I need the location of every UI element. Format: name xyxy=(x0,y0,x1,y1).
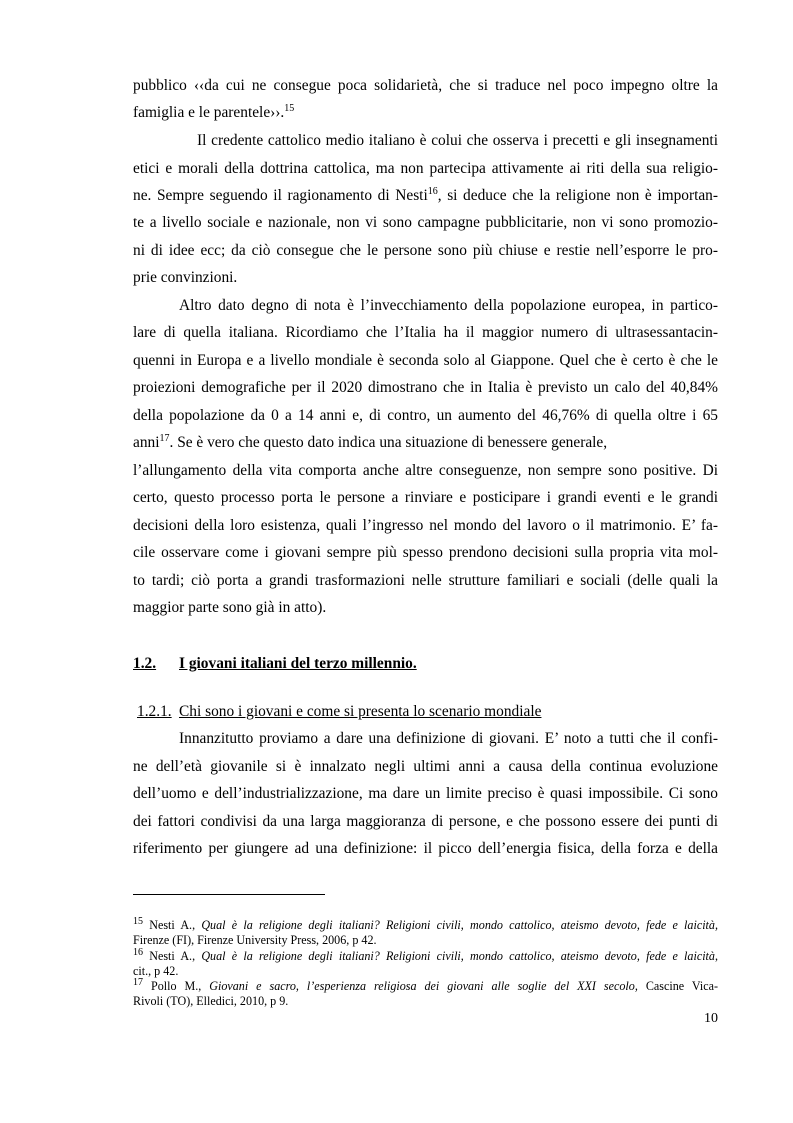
body-line: etici e morali della dottrina cattolica, ma non partecipa attivamente ai riti della sua religio- xyxy=(133,160,718,177)
footnote-ref[interactable]: 16 xyxy=(427,185,438,197)
body-line: to tardi; ciò porta a grandi trasformazioni nelle strutture familiari e sociali (delle quali la xyxy=(133,572,718,589)
footnote-15: $^{15}$ Nesti A., Qual è la religione degli italiani? Religioni civili, mondo cattolico, ateismo devoto, fede e laicità, xyxy=(133,915,718,932)
body-line: lare di quella italiana. Ricordiamo che l’Italia ha il maggior numero di ultrasessantacin- xyxy=(133,324,718,341)
footnote-15-cont: Firenze (FI), Firenze University Press, 2006, p 42. xyxy=(133,933,377,947)
footnote-separator xyxy=(133,894,325,895)
footnote-16: $^{16}$ Nesti A., Qual è la religione degli italiani? Religioni civili, mondo cattolico, ateismo devoto, fede e laicità, xyxy=(133,946,718,963)
footnote-16-cont: cit., p 42. xyxy=(133,964,179,978)
body-line: Il credente cattolico medio italiano è colui che osserva i precetti e gli insegnamenti xyxy=(197,132,718,149)
body-line: ne. Sempre seguendo il ragionamento di Nesti$^{16}$, si deduce che la religione non è importan- xyxy=(133,185,719,204)
body-line: Innanzitutto proviamo a dare una definizione di giovani. E’ noto a tutti che il confi- xyxy=(179,730,718,747)
footnote-17: $^{17}$ Pollo M., Giovani e sacro, l’esperienza religiosa dei giovani alle soglie del XXI secolo, Cascine Vica- xyxy=(133,976,718,993)
body-line: maggior parte sono già in atto). xyxy=(133,599,327,616)
body-line: cile osservare come i giovani sempre più spesso prendono decisioni sulla propria vita mol- xyxy=(133,544,718,561)
body-line: riferimento per giungere ad una definizione: il picco dell’energia fisica, della forza e della xyxy=(133,840,718,857)
body-line: ni di idee ecc; da ciò consegue che le persone sono più chiuse e restie nell’esporre le pro- xyxy=(133,242,718,259)
body-line: dei fattori condivisi da una larga maggioranza di persone, e che possono essere dei punti di xyxy=(133,813,718,830)
footnote-ref[interactable]: 15 xyxy=(284,102,295,114)
body-line: prie convinzioni. xyxy=(133,269,238,286)
body-line: dell’uomo e dell’industrializzazione, ma dare un limite preciso è quasi impossibile. Ci sono xyxy=(133,785,718,802)
subsection-title: Chi sono i giovani e come si presenta lo scenario mondiale xyxy=(179,703,542,720)
section-number: 1.2. xyxy=(133,655,157,672)
body-line: ne dell’età giovanile si è innalzato negli ultimi anni a causa della continua evoluzione xyxy=(133,758,718,775)
body-line: della popolazione da 0 a 14 anni e, di contro, un aumento del 46,76% di quella oltre i 65 xyxy=(133,407,718,424)
footnote-17-cont: Rivoli (TO), Elledici, 2010, p 9. xyxy=(133,994,289,1008)
body-line: Altro dato degno di nota è l’invecchiamento della popolazione europea, in partico- xyxy=(179,297,718,314)
body-line: famiglia e le parentele››.$^{15}$ xyxy=(133,102,295,121)
body-line: proiezioni demografiche per il 2020 dimostrano che in Italia è previsto un calo del 40,84% xyxy=(133,379,718,396)
body-line: anni$^{17}$. Se è vero che questo dato indica una situazione di benessere generale, xyxy=(133,432,608,451)
subsection-number: 1.2.1. xyxy=(137,703,172,720)
body-line: pubblico ‹‹da cui ne consegue poca solidarietà, che si traduce nel poco impegno oltre la xyxy=(133,77,718,94)
body-line: quenni in Europa e a livello mondiale è seconda solo al Giappone. Quel che è certo è che le xyxy=(133,352,718,369)
section-title: I giovani italiani del terzo millennio. xyxy=(179,655,417,672)
body-line: te a livello sociale e nazionale, non vi sono campagne pubblicitarie, non vi sono promozio- xyxy=(133,214,718,231)
body-line: certo, questo processo porta le persone a rinviare e posticipare i grandi eventi e le grandi xyxy=(133,489,718,506)
page-number: 10 xyxy=(704,1011,718,1026)
body-line: decisioni della loro esistenza, quali l’ingresso nel mondo del lavoro o il matrimonio. E’ fa- xyxy=(133,517,718,534)
footnote-ref[interactable]: 17 xyxy=(159,432,170,444)
body-line: l’allungamento della vita comporta anche altre conseguenze, non sempre sono positive. Di xyxy=(133,462,718,479)
